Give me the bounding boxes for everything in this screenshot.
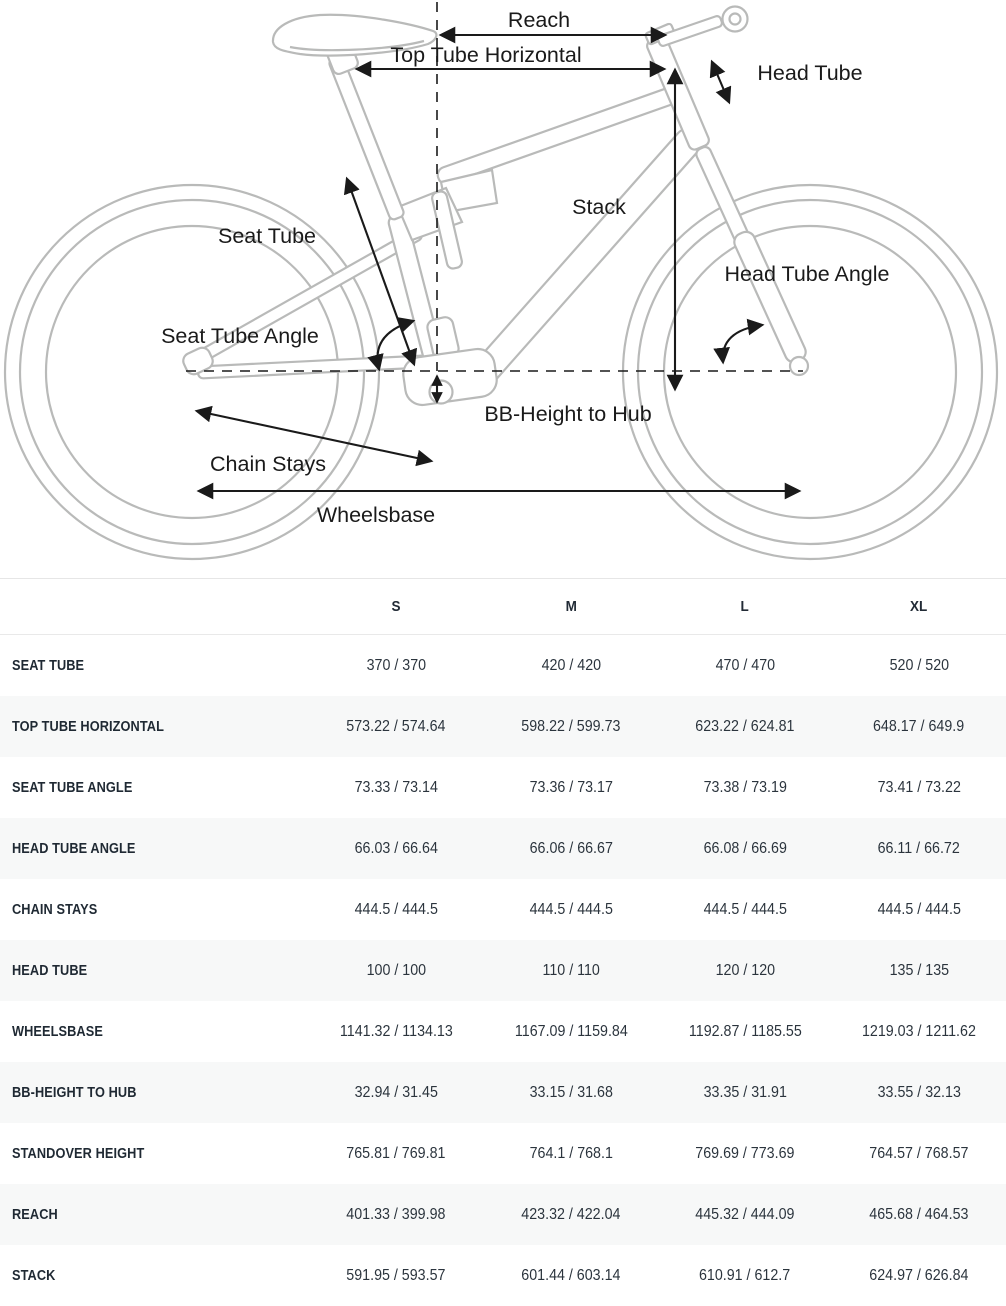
chain-stays-label: Chain Stays — [210, 452, 326, 476]
cell-l: 610.91 / 612.7 — [699, 1266, 791, 1284]
cell-m: 420 / 420 — [541, 656, 601, 674]
cell-l: 66.08 / 66.69 — [703, 839, 787, 857]
table-row-head-tube — [0, 940, 1006, 1001]
head-tube-angle-arc — [723, 325, 762, 362]
row-label: REACH — [12, 1206, 58, 1223]
table-row-seat-tube — [0, 635, 1006, 696]
head-tube-angle-label: Head Tube Angle — [724, 262, 890, 286]
row-label: SEAT TUBE ANGLE — [12, 779, 133, 796]
front-dropout — [790, 357, 808, 375]
bottom-bracket — [430, 381, 453, 404]
row-label: SEAT TUBE — [12, 657, 85, 674]
row-label: STANDOVER HEIGHT — [12, 1145, 145, 1162]
handlebar-grip-inner — [730, 14, 741, 25]
cell-s: 444.5 / 444.5 — [354, 900, 438, 918]
top-tube-horizontal-label: Top Tube Horizontal — [390, 43, 582, 67]
stack-label: Stack — [572, 195, 626, 219]
cell-l: 444.5 / 444.5 — [703, 900, 787, 918]
table-row-reach — [0, 1184, 1006, 1245]
cell-xl: 135 / 135 — [889, 961, 949, 979]
diagram-labels — [161, 8, 889, 527]
table-row-wheelsbase — [0, 1001, 1006, 1062]
cell-s: 66.03 / 66.64 — [354, 839, 438, 857]
cell-xl: 648.17 / 649.9 — [873, 717, 965, 735]
seat-tube-label: Seat Tube — [217, 224, 317, 248]
column-header-l: L — [740, 598, 750, 615]
cell-s: 1141.32 / 1134.13 — [339, 1022, 453, 1040]
table-row-head-tube-angle — [0, 818, 1006, 879]
fork-lowers — [731, 229, 808, 365]
table-body — [0, 635, 1006, 1306]
cell-l: 1192.87 / 1185.55 — [688, 1022, 802, 1040]
column-header-xl: XL — [910, 598, 928, 615]
head-tube-label: Head Tube — [757, 61, 863, 85]
cell-m: 601.44 / 603.14 — [521, 1266, 621, 1284]
cell-xl: 1219.03 / 1211.62 — [862, 1022, 976, 1040]
cell-s: 401.33 / 399.98 — [346, 1205, 446, 1223]
bike-diagram-svg — [0, 0, 1006, 578]
row-label: STACK — [12, 1267, 56, 1284]
cell-m: 598.22 / 599.73 — [521, 717, 621, 735]
cell-xl: 465.68 / 464.53 — [869, 1205, 969, 1223]
bb-height-to-hub-label: BB-Height to Hub — [484, 402, 652, 426]
front-wheel — [623, 185, 997, 559]
bike-geometry-diagram — [0, 0, 1006, 578]
cell-s: 591.95 / 593.57 — [346, 1266, 446, 1284]
cell-l: 73.38 / 73.19 — [703, 778, 787, 796]
cell-l: 445.32 / 444.09 — [695, 1205, 795, 1223]
cell-l: 120 / 120 — [715, 961, 775, 979]
cell-m: 1167.09 / 1159.84 — [514, 1022, 628, 1040]
cell-xl: 444.5 / 444.5 — [877, 900, 961, 918]
row-label: HEAD TUBE ANGLE — [12, 840, 136, 857]
cell-m: 444.5 / 444.5 — [529, 900, 613, 918]
row-label: WHEELSBASE — [12, 1023, 103, 1040]
cell-m: 423.32 / 422.04 — [521, 1205, 621, 1223]
chain-stay-tube — [198, 355, 426, 378]
cell-l: 623.22 / 624.81 — [695, 717, 795, 735]
geometry-table — [0, 578, 1006, 1306]
column-header-m: M — [565, 598, 577, 615]
table-row-bb-height-to-hub — [0, 1062, 1006, 1123]
cell-s: 32.94 / 31.45 — [354, 1083, 438, 1101]
cell-xl: 33.55 / 32.13 — [877, 1083, 961, 1101]
row-label: CHAIN STAYS — [12, 901, 98, 918]
cell-xl: 520 / 520 — [889, 656, 949, 674]
reach-label: Reach — [507, 8, 571, 32]
row-label: BB-HEIGHT TO HUB — [12, 1084, 137, 1101]
cell-m: 73.36 / 73.17 — [529, 778, 613, 796]
head-tube-arrow — [712, 62, 729, 102]
cell-m: 33.15 / 31.68 — [529, 1083, 613, 1101]
cell-m: 764.1 / 768.1 — [529, 1144, 613, 1162]
row-label: HEAD TUBE — [12, 962, 88, 979]
cell-l: 33.35 / 31.91 — [703, 1083, 787, 1101]
cell-s: 765.81 / 769.81 — [346, 1144, 446, 1162]
table-row-standover-height — [0, 1123, 1006, 1184]
cell-m: 110 / 110 — [542, 961, 600, 979]
cell-m: 66.06 / 66.67 — [529, 839, 613, 857]
cell-s: 73.33 / 73.14 — [354, 778, 438, 796]
row-label: TOP TUBE HORIZONTAL — [12, 718, 164, 735]
cell-xl: 764.57 / 768.57 — [869, 1144, 969, 1162]
cell-s: 370 / 370 — [366, 656, 426, 674]
cell-xl: 66.11 / 66.72 — [877, 839, 961, 857]
seat-tube-angle-label: Seat Tube Angle — [161, 324, 319, 348]
column-header-s: S — [391, 598, 401, 615]
cell-s: 573.22 / 574.64 — [346, 717, 446, 735]
cell-l: 769.69 / 773.69 — [695, 1144, 795, 1162]
wheelsbase-label: Wheelsbase — [316, 503, 436, 527]
table-row-stack — [0, 1245, 1006, 1306]
cell-xl: 73.41 / 73.22 — [877, 778, 961, 796]
cell-l: 470 / 470 — [715, 656, 775, 674]
table-row-top-tube-horizontal — [0, 696, 1006, 757]
cell-xl: 624.97 / 626.84 — [869, 1266, 969, 1284]
table-row-seat-tube-angle — [0, 757, 1006, 818]
seatpost — [328, 55, 405, 221]
table-header-row — [0, 579, 1006, 635]
table-row-chain-stays — [0, 879, 1006, 940]
cell-s: 100 / 100 — [366, 961, 426, 979]
